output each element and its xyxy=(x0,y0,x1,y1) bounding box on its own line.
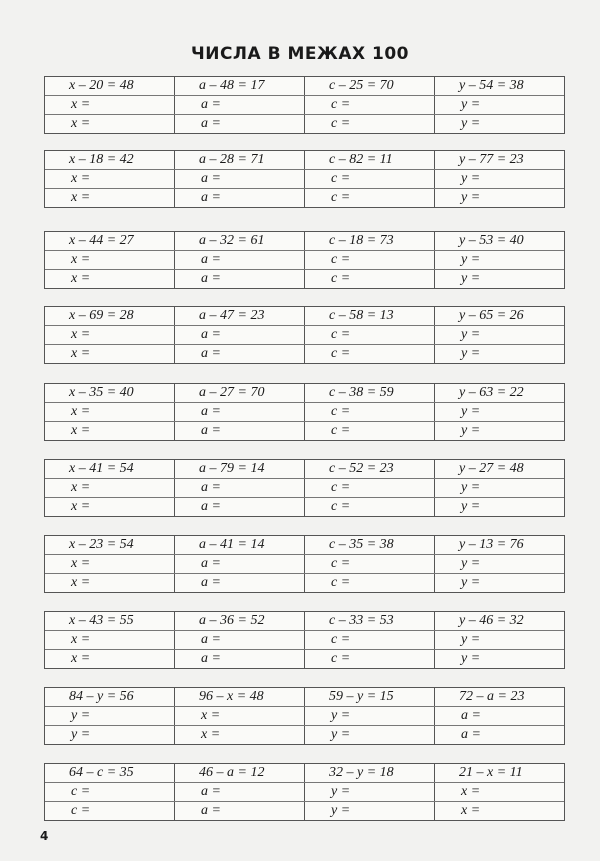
equation-cell: y – 53 = 40 xyxy=(459,233,524,248)
answer-cell[interactable]: y = xyxy=(45,707,175,725)
answer-cell[interactable]: y = xyxy=(461,499,481,514)
answer-row xyxy=(45,326,564,345)
equation-cell: y – 63 = 22 xyxy=(459,385,524,400)
answer-cell[interactable]: x = xyxy=(45,251,175,269)
answer-cell[interactable]: a = xyxy=(175,170,305,188)
answer-row xyxy=(45,422,564,440)
equation-cell: 64 – c = 35 xyxy=(45,764,175,782)
answer-cell[interactable]: a = xyxy=(175,802,305,820)
answer-cell[interactable]: c = xyxy=(305,479,435,497)
equation-row xyxy=(45,536,564,555)
answer-cell[interactable]: y = xyxy=(45,726,175,744)
answer-cell[interactable]: y = xyxy=(461,271,481,286)
answer-cell[interactable]: c = xyxy=(305,326,435,344)
equation-cell: x – 23 = 54 xyxy=(45,536,175,554)
answer-cell[interactable]: c = xyxy=(305,270,435,288)
answer-row xyxy=(45,574,564,592)
answer-cell[interactable]: x = xyxy=(45,650,175,668)
equation-row xyxy=(45,460,564,479)
answer-cell[interactable]: a = xyxy=(175,326,305,344)
answer-cell[interactable]: x = xyxy=(45,631,175,649)
equation-cell: x – 44 = 27 xyxy=(45,232,175,250)
answer-cell[interactable]: c = xyxy=(305,498,435,516)
answer-cell[interactable]: y = xyxy=(305,726,435,744)
answer-cell[interactable]: c = xyxy=(305,115,435,133)
answer-cell[interactable]: y = xyxy=(461,575,481,590)
answer-cell[interactable]: x = xyxy=(175,707,305,725)
answer-cell[interactable]: c = xyxy=(305,189,435,207)
answer-cell[interactable]: y = xyxy=(461,327,481,342)
equation-cell: 59 – y = 15 xyxy=(305,688,435,706)
equation-row xyxy=(45,764,564,783)
answer-cell[interactable]: x = xyxy=(45,345,175,363)
equation-cell: a – 48 = 17 xyxy=(175,77,305,95)
equation-cell: 72 – a = 23 xyxy=(459,689,525,704)
answer-cell[interactable]: c = xyxy=(305,574,435,592)
answer-cell[interactable]: x = xyxy=(45,555,175,573)
answer-cell[interactable]: c = xyxy=(305,631,435,649)
answer-row xyxy=(45,631,564,650)
answer-row xyxy=(45,707,564,726)
answer-cell[interactable]: c = xyxy=(305,96,435,114)
answer-cell[interactable]: x = xyxy=(45,422,175,440)
equation-cell: x – 18 = 42 xyxy=(45,151,175,169)
answer-row xyxy=(45,498,564,516)
equation-cell: 84 – y = 56 xyxy=(45,688,175,706)
equation-row xyxy=(45,688,564,707)
equation-cell: x – 43 = 55 xyxy=(45,612,175,630)
answer-row xyxy=(45,650,564,668)
answer-cell[interactable]: a = xyxy=(175,498,305,516)
exercise-block xyxy=(44,383,565,441)
equation-cell: x – 41 = 54 xyxy=(45,460,175,478)
answer-cell[interactable]: x = xyxy=(45,574,175,592)
answer-cell[interactable]: y = xyxy=(305,802,435,820)
exercise-block xyxy=(44,763,565,821)
answer-row xyxy=(45,555,564,574)
answer-cell[interactable]: y = xyxy=(461,556,481,571)
answer-row xyxy=(45,270,564,288)
answer-cell[interactable]: a = xyxy=(175,189,305,207)
answer-cell[interactable]: x = xyxy=(461,784,481,799)
answer-row xyxy=(45,345,564,363)
equation-cell: a – 28 = 71 xyxy=(175,151,305,169)
exercise-block xyxy=(44,306,565,364)
exercise-block xyxy=(44,76,565,134)
exercise-block xyxy=(44,687,565,745)
answer-cell[interactable]: a = xyxy=(175,783,305,801)
equation-row xyxy=(45,307,564,326)
answer-cell[interactable]: x = xyxy=(45,403,175,421)
equation-cell: y – 54 = 38 xyxy=(459,78,524,93)
equation-cell: x – 69 = 28 xyxy=(45,307,175,325)
answer-cell[interactable]: c = xyxy=(305,251,435,269)
answer-cell[interactable]: y = xyxy=(461,252,481,267)
equation-cell: c – 38 = 59 xyxy=(305,384,435,402)
answer-cell[interactable]: a = xyxy=(175,650,305,668)
equation-cell: c – 35 = 38 xyxy=(305,536,435,554)
equation-row xyxy=(45,232,564,251)
answer-cell[interactable]: a = xyxy=(461,727,481,742)
answer-cell[interactable]: a = xyxy=(175,631,305,649)
equation-cell: c – 52 = 23 xyxy=(305,460,435,478)
answer-cell[interactable]: a = xyxy=(175,422,305,440)
equation-cell: y – 13 = 76 xyxy=(459,537,524,552)
answer-cell[interactable]: a = xyxy=(175,479,305,497)
answer-row xyxy=(45,170,564,189)
answer-row xyxy=(45,189,564,207)
answer-cell[interactable]: c = xyxy=(45,802,175,820)
equation-cell: a – 41 = 14 xyxy=(175,536,305,554)
exercise-block xyxy=(44,611,565,669)
equation-cell: a – 47 = 23 xyxy=(175,307,305,325)
equation-cell: a – 32 = 61 xyxy=(175,232,305,250)
page-number: 4 xyxy=(40,829,49,843)
equation-cell: c – 25 = 70 xyxy=(305,77,435,95)
equation-cell: 32 – y = 18 xyxy=(305,764,435,782)
answer-cell[interactable]: y = xyxy=(461,190,481,205)
answer-cell[interactable]: c = xyxy=(305,422,435,440)
answer-cell[interactable]: y = xyxy=(461,423,481,438)
answer-cell[interactable]: y = xyxy=(461,116,481,131)
equation-cell: c – 58 = 13 xyxy=(305,307,435,325)
answer-cell[interactable]: x = xyxy=(45,498,175,516)
equation-cell: 96 – x = 48 xyxy=(175,688,305,706)
answer-cell[interactable]: x = xyxy=(45,479,175,497)
equation-row xyxy=(45,384,564,403)
answer-cell[interactable]: y = xyxy=(305,783,435,801)
answer-cell[interactable]: x = xyxy=(45,326,175,344)
answer-cell[interactable]: a = xyxy=(175,555,305,573)
answer-cell[interactable]: x = xyxy=(175,726,305,744)
answer-cell[interactable]: c = xyxy=(45,783,175,801)
exercise-block xyxy=(44,459,565,517)
answer-row xyxy=(45,479,564,498)
answer-cell[interactable]: y = xyxy=(305,707,435,725)
answer-cell[interactable]: y = xyxy=(461,632,481,647)
answer-cell[interactable]: a = xyxy=(175,115,305,133)
answer-cell[interactable]: c = xyxy=(305,170,435,188)
answer-cell[interactable]: y = xyxy=(461,346,481,361)
equation-cell: a – 79 = 14 xyxy=(175,460,305,478)
answer-cell[interactable]: a = xyxy=(175,574,305,592)
equation-cell: a – 27 = 70 xyxy=(175,384,305,402)
equation-cell: c – 82 = 11 xyxy=(305,151,435,169)
equation-row xyxy=(45,77,564,96)
equation-row xyxy=(45,151,564,170)
exercise-block xyxy=(44,535,565,593)
answer-cell[interactable]: x = xyxy=(45,115,175,133)
equation-cell: y – 65 = 26 xyxy=(459,308,524,323)
answer-row xyxy=(45,783,564,802)
answer-cell[interactable]: a = xyxy=(175,270,305,288)
answer-cell[interactable]: y = xyxy=(461,404,481,419)
exercise-block xyxy=(44,231,565,289)
answer-cell[interactable]: x = xyxy=(45,270,175,288)
answer-cell[interactable]: x = xyxy=(45,189,175,207)
answer-cell[interactable]: y = xyxy=(461,480,481,495)
answer-cell[interactable]: y = xyxy=(461,97,481,112)
answer-cell[interactable]: a = xyxy=(175,96,305,114)
equation-cell: 46 – a = 12 xyxy=(175,764,305,782)
equation-cell: x – 20 = 48 xyxy=(45,77,175,95)
equation-cell: 21 – x = 11 xyxy=(459,765,523,780)
answer-cell[interactable]: c = xyxy=(305,555,435,573)
equation-cell: x – 35 = 40 xyxy=(45,384,175,402)
answer-cell[interactable]: a = xyxy=(175,251,305,269)
answer-row xyxy=(45,802,564,820)
equation-cell: a – 36 = 52 xyxy=(175,612,305,630)
equation-cell: c – 18 = 73 xyxy=(305,232,435,250)
answer-cell[interactable]: x = xyxy=(45,96,175,114)
page-title: ЧИСЛА В МЕЖАХ 100 xyxy=(190,44,410,64)
answer-row xyxy=(45,403,564,422)
equation-row xyxy=(45,612,564,631)
answer-row xyxy=(45,115,564,133)
answer-row xyxy=(45,726,564,744)
answer-cell[interactable]: a = xyxy=(175,345,305,363)
answer-cell[interactable]: x = xyxy=(45,170,175,188)
answer-row xyxy=(45,96,564,115)
equation-cell: y – 27 = 48 xyxy=(459,461,524,476)
equation-cell: c – 33 = 53 xyxy=(305,612,435,630)
equation-cell: y – 46 = 32 xyxy=(459,613,524,628)
answer-cell[interactable]: c = xyxy=(305,403,435,421)
answer-cell[interactable]: a = xyxy=(461,708,481,723)
answer-cell[interactable]: a = xyxy=(175,403,305,421)
answer-row xyxy=(45,251,564,270)
answer-cell[interactable]: x = xyxy=(461,803,481,818)
answer-cell[interactable]: y = xyxy=(461,651,481,666)
equation-cell: y – 77 = 23 xyxy=(459,152,524,167)
exercise-block xyxy=(44,150,565,208)
answer-cell[interactable]: c = xyxy=(305,345,435,363)
answer-cell[interactable]: c = xyxy=(305,650,435,668)
answer-cell[interactable]: y = xyxy=(461,171,481,186)
